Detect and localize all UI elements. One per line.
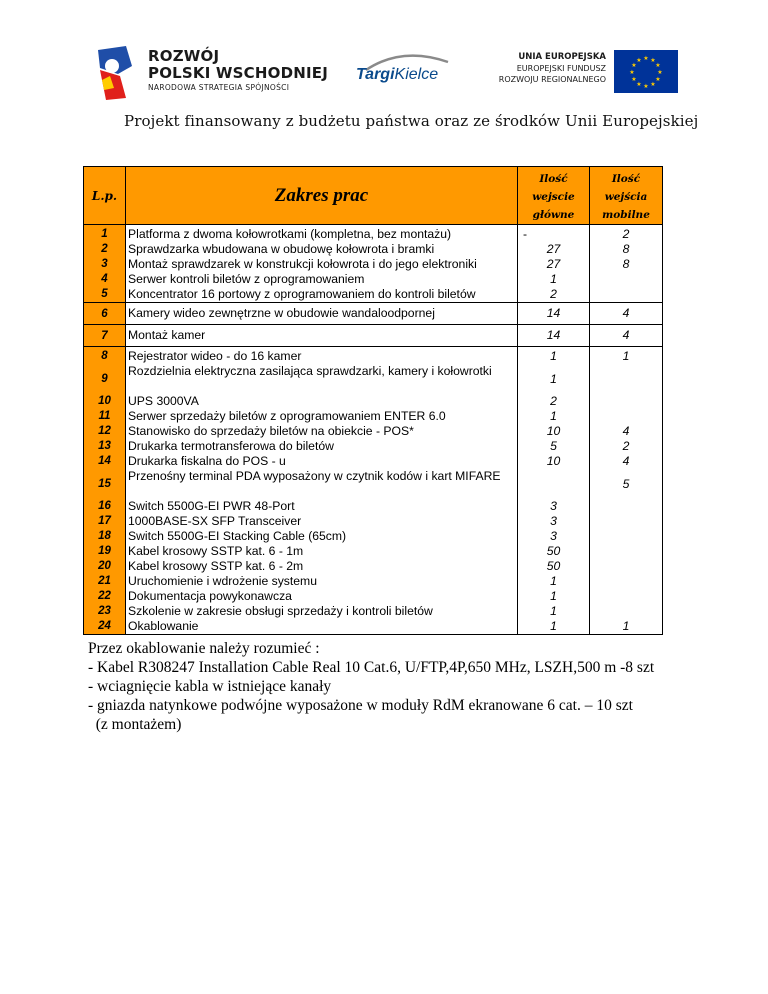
item-description: Rejestrator wideo - do 16 kamer <box>128 349 302 363</box>
table-row-group-2 <box>84 347 663 635</box>
item-description: Kamery wideo zewnętrzne w obudowie wandaloodpornej <box>126 303 518 325</box>
svg-text:★: ★ <box>629 69 635 76</box>
item-description: Switch 5500G-EI PWR 48-Port <box>128 499 295 513</box>
qty-mobilne-value: 4 <box>590 325 663 347</box>
item-description: Montaż kamer <box>126 325 518 347</box>
table-header-row <box>84 167 663 225</box>
lp-value: 13 <box>98 440 111 452</box>
qty-glowne-value: 1 <box>550 589 557 603</box>
lp-value: 20 <box>98 560 111 572</box>
qty-mobilne-cell <box>590 225 663 303</box>
lp-cell <box>84 225 126 303</box>
targi-logo-part1: Targi <box>356 66 395 83</box>
desc-cell <box>126 225 518 303</box>
header-zakres <box>126 167 518 225</box>
lp-value: 6 <box>84 303 126 325</box>
item-description: Kabel krosowy SSTP kat. 6 - 2m <box>128 559 304 573</box>
table-row <box>84 303 663 325</box>
notes-line: - gniazda natynkowe podwójne wyposażone w moduły RdM ekranowane 6 cat. – 10 szt <box>88 697 633 714</box>
qty-mobilne-value: 8 <box>622 242 630 256</box>
qty-glowne-value: 50 <box>546 559 561 573</box>
unia-europejska-logo <box>486 50 678 94</box>
notes-line: (z montażem) <box>88 716 182 733</box>
ue-logo-line2: EUROPEJSKI FUNDUSZ <box>516 64 606 73</box>
eu-flag-icon <box>614 50 678 93</box>
qty-glowne-value: 14 <box>518 303 590 325</box>
qty-mobilne-value <box>590 394 662 409</box>
svg-text:★: ★ <box>650 81 656 88</box>
qty-mobilne-value: 4 <box>622 424 630 438</box>
table-row <box>84 325 663 347</box>
qty-glowne-value: 1 <box>550 409 557 423</box>
lp-value: 5 <box>101 288 108 300</box>
qty-glowne-value: 2 <box>550 394 557 408</box>
svg-text:★: ★ <box>631 76 637 83</box>
qty-mobilne-value: 4 <box>590 303 663 325</box>
qty-mobilne-value: 8 <box>622 257 630 271</box>
targi-kielce-logo <box>356 52 452 88</box>
desc-cell <box>126 347 518 635</box>
qty-glowne-value: 14 <box>518 325 590 347</box>
item-description: Szkolenie w zakresie obsługi sprzedaży i kontroli biletów <box>128 604 433 618</box>
header-mobilne-label: Ilość wejścia mobilne <box>602 172 650 221</box>
item-description: 1000BASE-SX SFP Transceiver <box>128 514 302 528</box>
qty-glowne-value: 10 <box>546 454 561 468</box>
item-description: Sprawdzarka wbudowana w obudowę kołowrota i bramki <box>128 242 435 256</box>
svg-text:★: ★ <box>643 55 649 62</box>
qty-glowne-value: 1 <box>550 604 557 618</box>
rpw-flag-icon <box>96 46 136 100</box>
lp-value: 22 <box>98 590 111 602</box>
qty-mobilne-value: 4 <box>622 454 630 468</box>
header-mobilne <box>590 167 663 225</box>
item-description: Przenośny terminal PDA wyposażony w czytnik kodów i kart MIFARE <box>128 469 501 483</box>
lp-value: 8 <box>101 350 108 362</box>
item-description: Dokumentacja powykonawcza <box>128 589 292 603</box>
lp-value: 2 <box>101 243 108 255</box>
item-description: Kabel krosowy SSTP kat. 6 - 1m <box>128 544 304 558</box>
qty-glowne-cell <box>518 225 590 303</box>
lp-value: 4 <box>101 273 108 285</box>
notes-intro: Przez okablowanie należy rozumieć : <box>88 640 320 657</box>
lp-cell <box>84 347 126 635</box>
lp-value: 24 <box>98 620 111 632</box>
qty-glowne-value: 3 <box>550 514 557 528</box>
rpw-logo-line2: POLSKI WSCHODNIEJ <box>148 64 329 82</box>
qty-mobilne-value: 1 <box>622 619 630 633</box>
lp-value: 15 <box>98 478 111 490</box>
qty-glowne-value <box>518 469 589 499</box>
ue-logo-line1: UNIA EUROPEJSKA <box>518 52 606 62</box>
lp-value: 18 <box>98 530 111 542</box>
lp-value: 12 <box>98 425 111 437</box>
qty-mobilne-value <box>590 499 662 514</box>
item-description: Koncentrator 16 portowy z oprogramowaniem do kontroli biletów <box>128 287 476 301</box>
lp-value: 17 <box>98 515 111 527</box>
qty-mobilne-value <box>590 574 662 589</box>
qty-glowne-value: 27 <box>546 242 561 256</box>
header-glowne-label: Ilość wejscie główne <box>532 172 575 221</box>
svg-text:★: ★ <box>655 76 661 83</box>
qty-glowne-value: 3 <box>550 499 557 513</box>
item-description: Stanowisko do sprzedaży biletów na obiekcie - POS* <box>128 424 414 438</box>
targi-logo-part2: Kielce <box>394 66 439 83</box>
qty-mobilne-value <box>590 589 662 604</box>
rozwoj-polski-wschodniej-logo <box>96 46 336 102</box>
rpw-logo-line3: NARODOWA STRATEGIA SPÓJNOŚCI <box>148 83 290 92</box>
item-description: Switch 5500G-EI Stacking Cable (65cm) <box>128 529 347 543</box>
header-lp <box>84 167 126 225</box>
qty-mobilne-value <box>590 287 662 302</box>
lp-value: 10 <box>98 395 111 407</box>
item-description: UPS 3000VA <box>128 394 199 408</box>
item-description: Serwer sprzedaży biletów z oprogramowaniem ENTER 6.0 <box>128 409 446 423</box>
qty-mobilne-value <box>590 364 662 394</box>
svg-text:★: ★ <box>657 69 663 76</box>
lp-value: 23 <box>98 605 111 617</box>
item-description: Drukarka fiskalna do POS - u <box>128 454 286 468</box>
qty-mobilne-value <box>590 559 662 574</box>
qty-glowne-value: 1 <box>550 272 557 286</box>
lp-value: 14 <box>98 455 111 467</box>
lp-value: 1 <box>101 228 108 240</box>
item-description: Drukarka termotransferowa do biletów <box>128 439 334 453</box>
lp-value: 11 <box>98 410 111 422</box>
ue-logo-line3: ROZWOJU REGIONALNEGO <box>498 75 606 84</box>
notes-line: - Kabel R308247 Installation Cable Real 10 Cat.6, U/FTP,4P,650 MHz, LSZH,500 m -8 szt <box>88 659 655 676</box>
header-zakres-label: Zakres prac <box>274 184 369 206</box>
item-description: Okablowanie <box>128 619 199 633</box>
qty-glowne-value: 1 <box>550 619 557 633</box>
qty-glowne-value: 1 <box>550 574 557 588</box>
table-row-group-1 <box>84 225 663 303</box>
lp-value: 19 <box>98 545 111 557</box>
lp-value: 21 <box>98 575 111 587</box>
qty-mobilne-value: 1 <box>622 349 630 363</box>
item-description: Uruchomienie i wdrożenie systemu <box>128 574 317 588</box>
item-description: Rozdzielnia elektryczna zasilająca sprawdzarki, kamery i kołowrotki <box>128 364 492 378</box>
svg-text:★: ★ <box>631 62 637 69</box>
qty-glowne-value: 5 <box>550 439 557 453</box>
header-glowne <box>518 167 590 225</box>
qty-glowne-value: 1 <box>550 349 557 363</box>
lp-value: 3 <box>101 258 108 270</box>
works-table <box>83 166 663 635</box>
qty-mobilne-value <box>590 514 662 529</box>
qty-glowne-value: 1 <box>550 372 557 386</box>
qty-glowne-cell <box>518 347 590 635</box>
qty-mobilne-value: 5 <box>622 477 630 491</box>
qty-glowne-value: 2 <box>550 287 557 301</box>
notes-line: - wciagnięcie kabla w istniejące kanały <box>88 678 332 695</box>
qty-glowne-value: 3 <box>550 529 557 543</box>
qty-mobilne-value: 2 <box>622 227 630 241</box>
qty-mobilne-value <box>590 529 662 544</box>
qty-glowne-value: - <box>523 227 528 241</box>
item-description: Serwer kontroli biletów z oprogramowaniem <box>128 272 365 286</box>
qty-mobilne-value <box>590 272 662 287</box>
qty-mobilne-value <box>590 544 662 559</box>
qty-mobilne-value <box>590 604 662 619</box>
item-description: Montaż sprawdzarek w konstrukcji kołowrota i do jego elektroniki <box>128 257 477 271</box>
lp-value: 16 <box>98 500 111 512</box>
qty-mobilne-value: 2 <box>622 439 630 453</box>
lp-value: 9 <box>101 373 108 385</box>
qty-glowne-value: 50 <box>546 544 561 558</box>
qty-glowne-value: 10 <box>546 424 561 438</box>
lp-value: 7 <box>84 325 126 347</box>
cabling-notes <box>88 639 728 734</box>
svg-text:★: ★ <box>643 83 649 90</box>
qty-mobilne-value <box>590 409 662 424</box>
item-description: Platforma z dwoma kołowrotkami (kompletna, bez montażu) <box>128 227 452 241</box>
svg-text:★: ★ <box>650 57 656 64</box>
rpw-logo-line1: ROZWÓJ <box>148 47 220 65</box>
qty-glowne-value: 27 <box>546 257 561 271</box>
svg-text:★: ★ <box>636 81 642 88</box>
svg-text:★: ★ <box>636 57 642 64</box>
qty-mobilne-cell <box>590 347 663 635</box>
header-lp-label: L.p. <box>91 188 118 203</box>
funding-statement: Projekt finansowany z budżetu państwa oraz ze środków Unii Europejskiej <box>124 112 699 130</box>
svg-text:★: ★ <box>655 62 661 69</box>
